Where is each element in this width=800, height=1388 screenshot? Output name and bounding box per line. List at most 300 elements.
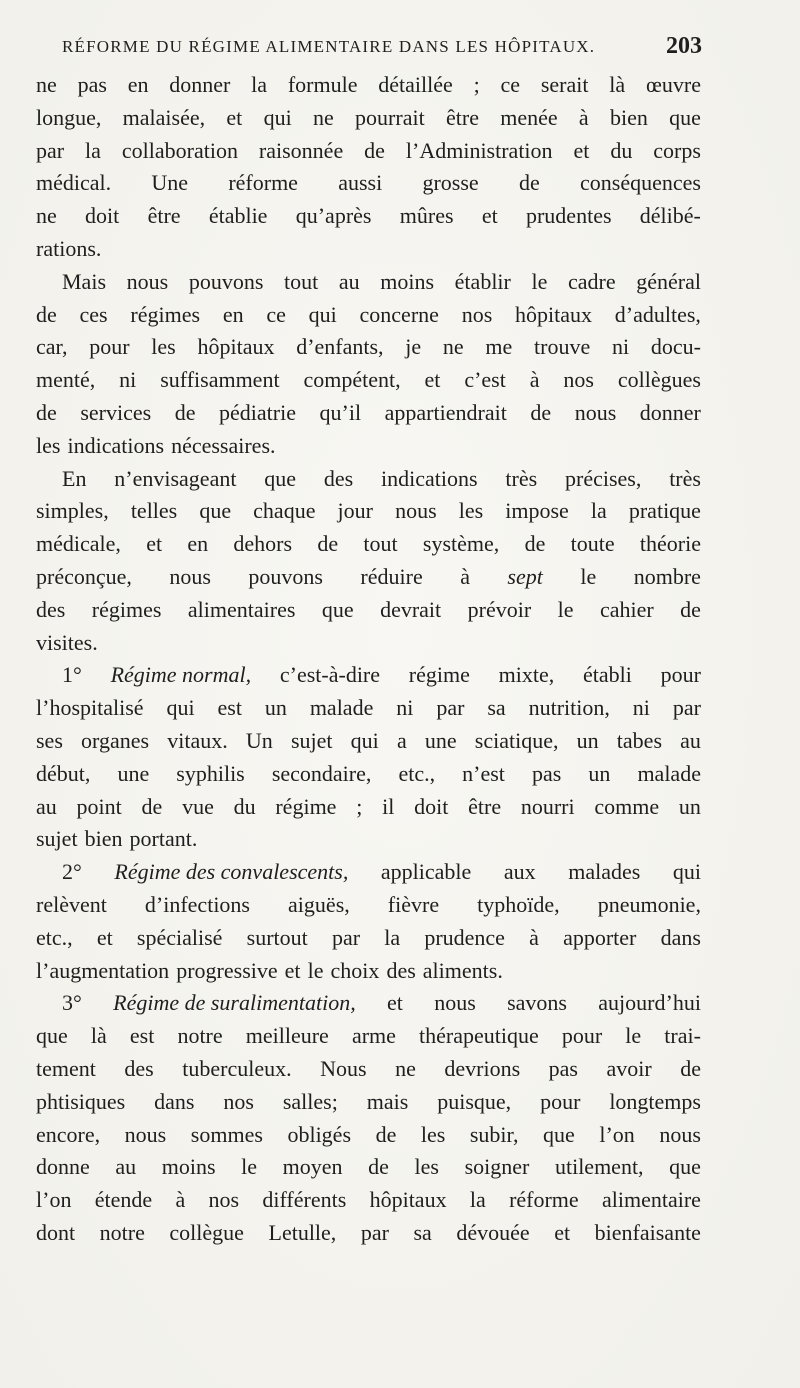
word: 2°	[62, 859, 82, 885]
word: est	[217, 695, 242, 721]
word: sa	[487, 695, 506, 721]
word: collègues	[617, 367, 701, 393]
word: la	[251, 72, 268, 97]
word: aujourd’hui	[598, 990, 701, 1016]
word: différents	[262, 1187, 347, 1213]
word: établie	[208, 203, 268, 229]
word: compétent,	[303, 367, 401, 393]
word: rations.	[36, 235, 102, 261]
word: etc.,	[36, 924, 73, 950]
text-line	[36, 1217, 701, 1250]
text-line	[36, 528, 701, 561]
word: la	[85, 137, 101, 163]
word: de	[680, 1055, 701, 1081]
word: une	[424, 727, 457, 753]
word: à	[529, 924, 539, 950]
word: à	[529, 367, 540, 393]
word: organes	[81, 727, 150, 753]
word: ;	[356, 793, 363, 819]
word: être	[468, 793, 502, 819]
word: au	[115, 1154, 137, 1180]
word: serait	[540, 72, 589, 97]
word: pas	[548, 1055, 578, 1081]
word: qui	[308, 301, 337, 327]
word: hôpitaux	[515, 301, 593, 327]
text-line	[36, 299, 701, 332]
text-line	[36, 1151, 701, 1184]
word: point	[76, 793, 122, 819]
word: nutrition,	[528, 695, 610, 721]
word: pneumonie,	[597, 891, 701, 917]
word: nous	[169, 563, 211, 589]
word: un	[678, 793, 701, 819]
word: médicale,	[36, 531, 121, 557]
word: applicable	[380, 859, 472, 885]
word: 1°	[62, 662, 82, 688]
word: salles;	[282, 1088, 338, 1114]
word: conséquences	[580, 170, 701, 196]
word: et	[226, 104, 243, 130]
word: nous	[126, 268, 169, 294]
word: des	[386, 957, 416, 983]
word: médical.	[36, 170, 112, 196]
word: Une	[151, 170, 189, 196]
word: alimentaires	[187, 596, 296, 622]
italic-word: Régime de suralimentation,	[113, 990, 356, 1016]
word: par	[36, 137, 65, 163]
word: la	[384, 924, 401, 950]
word: mûres	[399, 203, 454, 229]
word: régime	[275, 793, 337, 819]
text-line	[36, 430, 701, 463]
word: tout	[284, 268, 319, 294]
word: aux	[503, 859, 536, 885]
word: aiguës,	[288, 891, 350, 917]
word: ne	[442, 334, 464, 360]
word: corps	[653, 137, 701, 163]
word: suffisamment	[160, 367, 280, 393]
word: chaque	[253, 498, 316, 524]
word: puisque,	[437, 1088, 512, 1114]
text-line	[36, 1053, 701, 1086]
word: moins	[161, 1154, 216, 1180]
word: trouve	[534, 334, 591, 360]
word: raisonnée	[258, 137, 344, 163]
word: 3°	[62, 990, 82, 1016]
word: ses	[36, 727, 63, 753]
word: dehors	[233, 531, 293, 557]
word: l’hospitalisé	[36, 695, 144, 721]
word: savons	[507, 990, 567, 1016]
text-line	[36, 1086, 701, 1119]
word: étende	[94, 1187, 153, 1213]
word: doit	[85, 203, 120, 229]
word: ne	[395, 1055, 416, 1081]
word: sciatique,	[474, 727, 559, 753]
word: donne	[36, 1154, 90, 1180]
word: les	[414, 1154, 439, 1180]
word: menée	[500, 104, 558, 130]
body-text	[36, 69, 701, 1250]
word: que	[543, 1121, 575, 1147]
word: bienfaisante	[594, 1219, 701, 1245]
word: car,	[36, 334, 68, 360]
word: qu’il	[319, 399, 362, 425]
word: établir	[454, 268, 511, 294]
word: l’Administration	[405, 137, 553, 163]
word: être	[445, 104, 479, 130]
word: qui	[166, 695, 195, 721]
word: donner	[169, 72, 231, 97]
word: longtemps	[609, 1088, 701, 1114]
word: les	[151, 334, 176, 360]
word: de	[36, 301, 57, 327]
word: le	[307, 957, 324, 983]
word: le	[241, 1154, 258, 1180]
word: longue,	[36, 104, 102, 130]
word: et	[573, 137, 590, 163]
word: de	[375, 1121, 397, 1147]
word: dans	[154, 1088, 195, 1114]
word: qui	[263, 104, 292, 130]
word: l’on	[36, 1187, 72, 1213]
word: Letulle,	[268, 1219, 337, 1245]
word: de	[174, 399, 196, 425]
word: alimentaire	[601, 1187, 701, 1213]
word: régimes	[91, 596, 162, 622]
word: de	[141, 793, 163, 819]
word: régime	[408, 662, 470, 688]
word: obligés	[287, 1121, 352, 1147]
word: par	[436, 695, 465, 721]
word: encore,	[36, 1121, 101, 1147]
word: régimes	[130, 301, 201, 327]
word: pourrait	[355, 104, 425, 130]
word: un	[588, 760, 611, 786]
word: nos	[563, 367, 594, 393]
word: et	[481, 203, 498, 229]
word: très	[505, 465, 538, 491]
word: les	[36, 432, 61, 458]
text-line	[36, 200, 701, 233]
text-line	[36, 791, 701, 824]
word: indications	[381, 465, 478, 491]
word: sa	[413, 1219, 432, 1245]
text-line	[36, 495, 701, 528]
word: moyen	[282, 1154, 343, 1180]
word: une	[117, 760, 150, 786]
word: très	[669, 465, 701, 491]
word: dévouée	[456, 1219, 530, 1245]
word: ;	[473, 72, 480, 97]
word: le	[531, 268, 548, 294]
word: la	[590, 498, 607, 524]
italic-word: Régime des convalescents,	[114, 859, 349, 885]
word: d’enfants,	[296, 334, 384, 360]
word: les	[458, 498, 484, 524]
word: de	[680, 596, 701, 622]
word: nous	[124, 1121, 167, 1147]
word: au	[36, 793, 57, 819]
word: est	[129, 1023, 155, 1049]
word: malade	[309, 695, 374, 721]
word: que	[321, 596, 354, 622]
word: n’est	[462, 760, 505, 786]
word: prudentes	[525, 203, 612, 229]
text-line	[36, 922, 701, 955]
text-line	[36, 955, 701, 988]
word: progressive	[176, 957, 278, 983]
text-line	[36, 987, 701, 1020]
word: que	[669, 104, 701, 130]
word: au	[680, 727, 701, 753]
text-line	[36, 397, 701, 430]
word: à	[460, 563, 470, 589]
word: ne	[313, 104, 334, 130]
word: donner	[639, 399, 701, 425]
word: de	[524, 531, 546, 557]
text-line	[36, 331, 701, 364]
word: et	[424, 367, 441, 393]
word: malaisée,	[122, 104, 206, 130]
word: pour	[89, 334, 130, 360]
word: Nous	[320, 1055, 367, 1081]
word: qu’après	[295, 203, 372, 229]
word: nous	[434, 990, 476, 1016]
word: moins	[380, 268, 435, 294]
word: dont	[36, 1219, 76, 1245]
word: visites.	[36, 629, 98, 655]
word: c’est-à-dire	[279, 662, 381, 688]
word: sujet	[36, 826, 78, 852]
word: des	[36, 596, 66, 622]
word: Un	[245, 727, 273, 753]
text-line	[36, 758, 701, 791]
word: cahier	[599, 596, 654, 622]
word: par	[360, 1219, 389, 1245]
word: typhoïde,	[477, 891, 560, 917]
word: collaboration	[121, 137, 238, 163]
word: services	[80, 399, 152, 425]
word: simples,	[36, 498, 109, 524]
word: réduire	[360, 563, 423, 589]
word: menté,	[36, 367, 96, 393]
word: à	[175, 1187, 186, 1213]
word: tout	[363, 531, 398, 557]
word: pas	[531, 760, 562, 786]
word: et	[387, 990, 403, 1016]
word: œuvre	[645, 72, 701, 97]
text-line	[36, 167, 701, 200]
word: et	[284, 957, 301, 983]
running-head: RÉFORME DU RÉGIME ALIMENTAIRE DANS LES HÔPITAUX.	[62, 37, 596, 56]
word: utilement,	[554, 1154, 644, 1180]
word: fièvre	[387, 891, 440, 917]
word: nos	[461, 301, 493, 327]
word: l’augmentation	[36, 957, 170, 983]
word: aliments.	[422, 957, 503, 983]
word: en	[222, 301, 244, 327]
word: qui	[350, 727, 379, 753]
text-line	[36, 1184, 701, 1217]
word: le	[580, 563, 597, 589]
word: sommes	[190, 1121, 263, 1147]
word: pouvons	[188, 268, 264, 294]
word: bien	[609, 104, 648, 130]
word: ni	[632, 695, 650, 721]
word: général	[636, 268, 701, 294]
word: délibé-	[639, 203, 701, 229]
word: concerne	[359, 301, 439, 327]
word: devrions	[444, 1055, 521, 1081]
word: appartiendrait	[384, 399, 507, 425]
word: nous	[574, 399, 617, 425]
word: nous	[395, 498, 437, 524]
text-line	[36, 364, 701, 397]
word: toute	[570, 531, 615, 557]
word: surtout	[246, 924, 308, 950]
word: avoir	[606, 1055, 652, 1081]
word: secondaire,	[271, 760, 372, 786]
word: devrait	[380, 596, 442, 622]
word: nombre	[633, 563, 701, 589]
word: formule	[287, 72, 358, 97]
word: détaillée	[378, 72, 453, 97]
text-line	[36, 135, 701, 168]
word: tuberculeux.	[182, 1055, 292, 1081]
word: spécialisé	[136, 924, 223, 950]
word: précises,	[565, 465, 642, 491]
word: un	[264, 695, 287, 721]
word: établi	[583, 662, 632, 688]
word: tabes	[616, 727, 662, 753]
word: tement	[36, 1055, 96, 1081]
word: il	[382, 793, 395, 819]
text-line	[36, 823, 701, 856]
word: prudence	[424, 924, 505, 950]
word: aussi	[338, 170, 383, 196]
word: en	[127, 72, 149, 97]
word: par	[672, 695, 701, 721]
word: théorie	[639, 531, 701, 557]
word: que	[669, 1154, 701, 1180]
word: du	[233, 793, 256, 819]
word: de	[518, 170, 540, 196]
word: la	[469, 1187, 486, 1213]
word: apporter	[563, 924, 637, 950]
word: des	[124, 1055, 154, 1081]
word: du	[610, 137, 633, 163]
word: grosse	[422, 170, 479, 196]
word: relèvent	[36, 891, 107, 917]
word: que	[199, 498, 232, 524]
word: a	[396, 727, 407, 753]
word: réforme	[509, 1187, 579, 1213]
word: doit	[414, 793, 449, 819]
word: ni	[119, 367, 137, 393]
text-line	[36, 1020, 701, 1053]
word: nos	[208, 1187, 240, 1213]
word: ne	[36, 203, 57, 229]
word: docu-	[650, 334, 701, 360]
word: comme	[594, 793, 660, 819]
word: telles	[130, 498, 178, 524]
word: vue	[182, 793, 214, 819]
word: nos	[223, 1088, 254, 1114]
word: de	[317, 531, 339, 557]
word: trai-	[664, 1023, 701, 1049]
word: En	[62, 465, 87, 491]
word: système,	[422, 531, 500, 557]
word: thérapeutique	[419, 1023, 539, 1049]
word: de	[530, 399, 552, 425]
word: les	[420, 1121, 446, 1147]
word: là	[90, 1023, 107, 1049]
text-line	[36, 233, 701, 266]
word: être	[147, 203, 181, 229]
word: mais	[366, 1088, 409, 1114]
word: Mais	[62, 268, 106, 294]
word: malades	[568, 859, 641, 885]
word: malade	[637, 760, 701, 786]
word: de	[36, 399, 57, 425]
page-number: 203	[666, 33, 702, 59]
text-line	[36, 102, 701, 135]
word: pratique	[628, 498, 701, 524]
word: sujet	[290, 727, 333, 753]
word: portant.	[129, 826, 198, 852]
word: ces	[79, 301, 108, 327]
word: pas	[77, 72, 107, 97]
word: cadre	[568, 268, 616, 294]
word: d’adultes,	[614, 301, 701, 327]
word: qui	[672, 859, 701, 885]
word: pour	[540, 1088, 581, 1114]
word: bien	[84, 826, 123, 852]
word: par	[331, 924, 361, 950]
word: et	[96, 924, 113, 950]
page-header	[62, 33, 702, 63]
word: ni	[396, 695, 414, 721]
text-line	[36, 1119, 701, 1152]
word: impose	[505, 498, 569, 524]
word: réforme	[228, 170, 298, 196]
word: pédiatrie	[219, 399, 296, 425]
word: préconçue,	[36, 563, 132, 589]
word: début,	[36, 760, 91, 786]
text-line	[36, 659, 701, 692]
text-line	[36, 889, 701, 922]
word: que	[36, 1023, 68, 1049]
word: n’envisageant	[114, 465, 237, 491]
text-line	[36, 692, 701, 725]
word: jour	[337, 498, 373, 524]
text-line	[36, 594, 701, 627]
word: nécessaires.	[171, 432, 276, 458]
italic-word: sept	[507, 563, 543, 589]
word: pour	[561, 1023, 603, 1049]
word: le	[625, 1023, 642, 1049]
word: me	[485, 334, 513, 360]
word: des	[323, 465, 354, 491]
word: ne	[36, 72, 57, 97]
text-line	[36, 69, 701, 102]
word: phtisiques	[36, 1088, 126, 1114]
word: nourri	[520, 793, 575, 819]
word: là	[609, 72, 626, 97]
word: etc.,	[398, 760, 436, 786]
text-line	[36, 856, 701, 889]
